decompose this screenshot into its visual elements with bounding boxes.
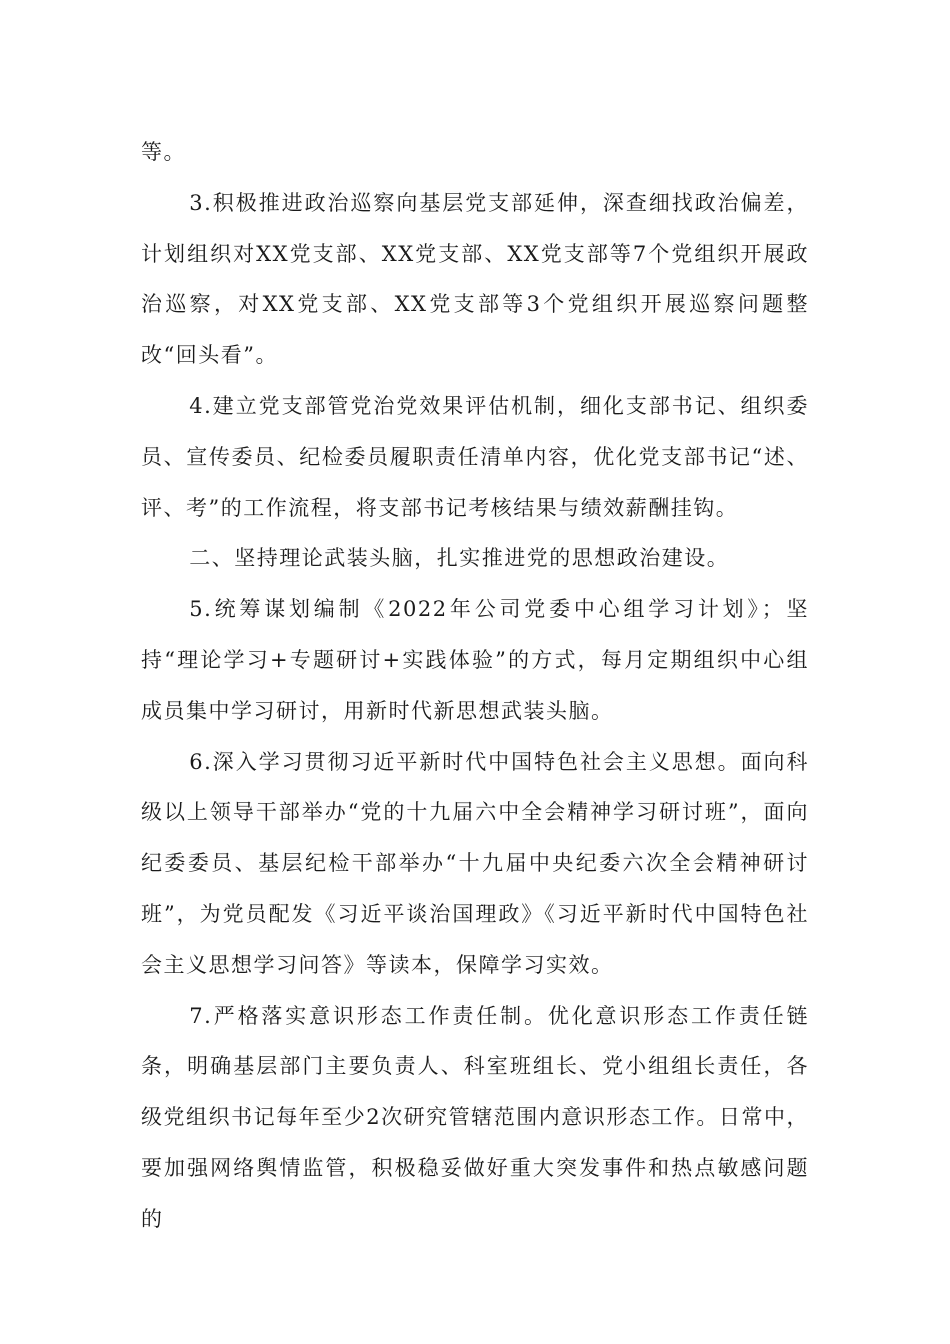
- document-body: [141, 127, 809, 1245]
- paragraph-item-5: 5.统筹谋划编制《2022年公司党委中心组学习计划》；坚持“理论学习+专题研讨+实践体验”的方式，每月定期组织中心组成员集中学习研讨，用新时代新思想武装头脑。: [141, 597, 809, 723]
- paragraph-item-3: 3.积极推进政治巡察向基层党支部延伸，深查细找政治偏差，计划组织对XX党支部、XX党支部、XX党支部等7个党组织开展政治巡察，对XX党支部、XX党支部等3个党组织开展巡察问题整改“回头看”。: [141, 190, 809, 368]
- paragraph-item-7: 7.严格落实意识形态工作责任制。优化意识形态工作责任链条，明确基层部门主要负责人、科室班组长、党小组组长责任，各级党组织书记每年至少2次研究管辖范围内意识形态工作。日常中，要加强网络舆情监管，积极稳妥做好重大突发事件和热点敏感问题的: [141, 1003, 809, 1231]
- paragraph-item-4: 4.建立党支部管党治党效果评估机制，细化支部书记、组织委员、宣传委员、纪检委员履职责任清单内容，优化党支部书记“述、评、考”的工作流程，将支部书记考核结果与绩效薪酬挂钩。: [141, 393, 809, 520]
- paragraph-item-6: 6.深入学习贯彻习近平新时代中国特色社会主义思想。面向科级以上领导干部举办“党的十九届六中全会精神学习研讨班”，面向纪委委员、基层纪检干部举办“十九届中央纪委六次全会精神研讨班”，为党员配发《习近平谈治国理政》《习近平新时代中国特色社会主义思想学习问答》等读本，保障学习实效。: [141, 749, 809, 977]
- section-heading-2: 二、坚持理论武装头脑，扎实推进党的思想政治建设。: [189, 546, 730, 571]
- paragraph-continuation: 等。: [141, 140, 186, 164]
